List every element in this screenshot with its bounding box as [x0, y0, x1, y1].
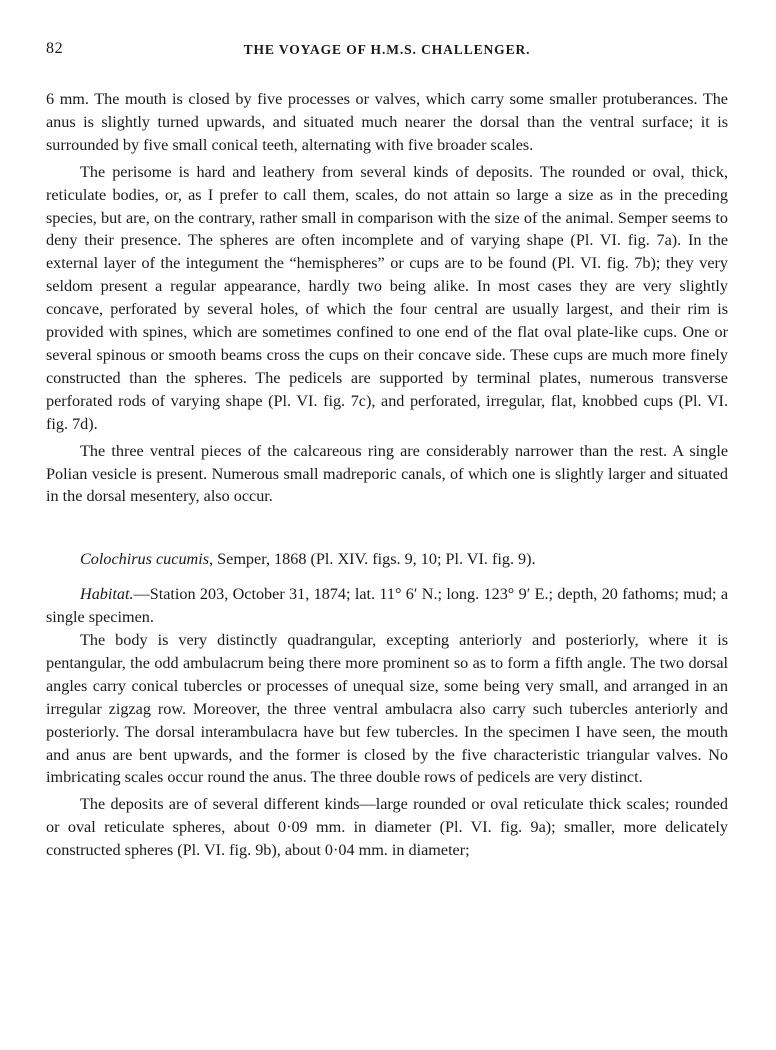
paragraph-body-shape: The body is very distinctly quadrangular, excepting anteriorly and posteriorly, where it is pentangular, the odd ambulacrum being there more prominent so as to form a fifth angle. The two dorsal angles carry conical tubercles or processes of unequal size, some being very small, and arranged in an irregular zigzag row. Moreover, the three ventral ambulacra also carry such tubercles anteriorly and posteriorly. The dorsal interambulacra have but few tubercles. In the specimen I have seen, the mouth and anus are bent upwards, and the former is closed by the five characteristic triangular valves. No imbricating scales occur round the anus. The three double rows of pedicels are very distinct. — [46, 631, 728, 787]
paragraph-calcareous-ring: The three ventral pieces of the calcareous ring are considerably narrower than the rest. A single Polian vesicle is present. Numerous small madreporic canals, of which one is slightly larger and situated in the dorsal mesentery, also occur. — [46, 441, 728, 506]
species-heading — [46, 548, 728, 571]
paragraph-deposits: The deposits are of several different kinds—large rounded or oval reticulate thick scales; rounded or oval reticulate spheres, about 0·09 mm. in diameter (Pl. VI. fig. 9a); smaller, more delicately constructed spheres (Pl. VI. fig. 9b), about 0·04 mm. in diameter; — [46, 795, 728, 860]
paragraph-perisome: The perisome is hard and leathery from several kinds of deposits. The rounded or oval, thick, reticulate bodies, or, as I prefer to call them, scales, do not attain so large a size as in the preceding species, but are, on the contrary, rather small in comparison with the size of the animal. Semper seems to deny their presence. The spheres are often incomplete and of varying shape (Pl. VI. fig. 7a). In the external layer of the integument the “hemispheres” or cups are to be found (Pl. VI. fig. 7b); they very seldom present a regular appearance, hardly two being alike. In most cases they are very slightly concave, perforated by several holes, of which the four central are usually largest, and their rim is provided with spines, which are sometimes confined to one end of the flat oval plate-like cups. One or several spinous or smooth beams cross the cups on their concave side. These cups are much more finely constructed than the spheres. The pedicels are supported by terminal plates, numerous transverse perforated rods of varying shape (Pl. VI. fig. 7c), and perforated, irregular, flat, knobbed cups (Pl. VI. fig. 7d). — [46, 162, 728, 433]
species-citation: , Semper, 1868 (Pl. XIV. figs. 9, 10; Pl. VI. fig. 9). — [209, 550, 536, 569]
running-title: THE VOYAGE OF H.M.S. CHALLENGER. — [243, 42, 531, 57]
habitat-text: —Station 203, October 31, 1874; lat. 11° 6′ N.; long. 123° 9′ E.; depth, 20 fathoms; mud; a single specimen. — [46, 585, 728, 627]
page-header — [46, 40, 728, 66]
paragraph-continued: 6 mm. The mouth is closed by five processes or valves, which carry some smaller protuberances. The anus is slightly turned upwards, and situated much nearer the dorsal than the ventral surface; it is surrounded by five small conical teeth, alternating with five broader scales. — [46, 90, 728, 154]
page-number: 82 — [46, 40, 64, 57]
document-page — [46, 40, 728, 862]
body-text — [46, 88, 728, 862]
species-name: Colochirus cucumis — [80, 550, 210, 569]
habitat-paragraph — [46, 583, 728, 629]
habitat-label: Habitat. — [80, 585, 134, 604]
